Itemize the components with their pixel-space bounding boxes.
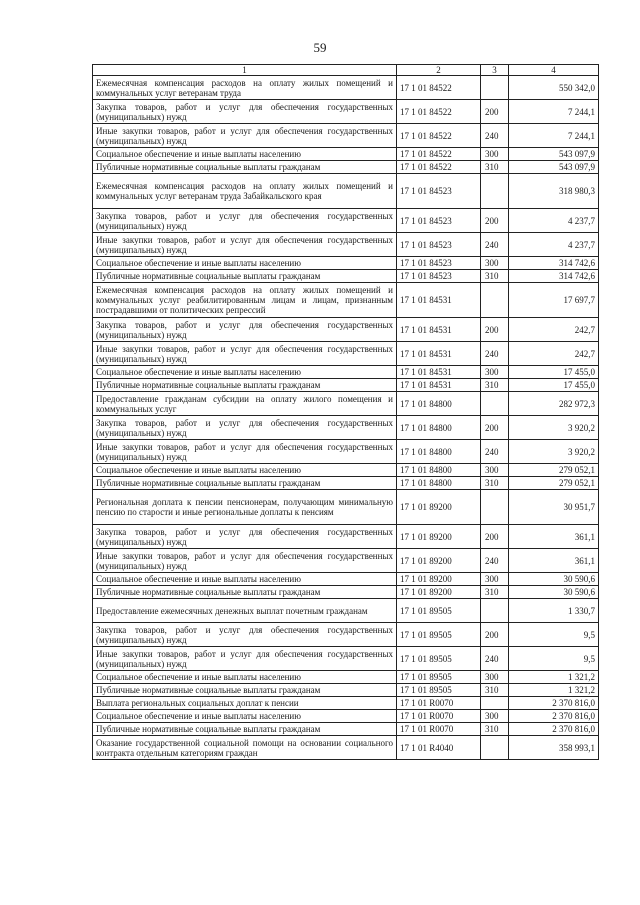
row-type-cell: 240 <box>481 440 509 464</box>
row-name-cell: Закупка товаров, работ и услуг для обеспечения государственных (муниципальных) нужд <box>93 623 397 647</box>
row-code-cell: 17 1 01 89505 <box>397 599 481 623</box>
row-code-cell: 17 1 01 84522 <box>397 76 481 100</box>
row-type-cell: 310 <box>481 586 509 599</box>
row-code-cell: 17 1 01 84523 <box>397 257 481 270</box>
row-sum-cell: 3 920,2 <box>509 440 599 464</box>
row-sum-cell: 17 455,0 <box>509 379 599 392</box>
row-type-cell: 240 <box>481 647 509 671</box>
row-code-cell: 17 1 01 84523 <box>397 270 481 283</box>
row-type-cell: 200 <box>481 525 509 549</box>
row-name-cell: Публичные нормативные социальные выплаты гражданам <box>93 161 397 174</box>
row-name-cell: Публичные нормативные социальные выплаты гражданам <box>93 477 397 490</box>
row-sum-cell: 9,5 <box>509 623 599 647</box>
row-name-cell: Ежемесячная компенсация расходов на оплату жилых помещений и коммунальных услуг реабилитированным лицам и лицам, признанным пострадавшими от политических репрессий <box>93 283 397 318</box>
table-row <box>93 124 599 148</box>
row-type-cell: 240 <box>481 124 509 148</box>
table-row <box>93 270 599 283</box>
row-name-cell: Социальное обеспечение и иные выплаты населению <box>93 671 397 684</box>
table-row <box>93 710 599 723</box>
row-name-cell: Публичные нормативные социальные выплаты гражданам <box>93 379 397 392</box>
row-code-cell: 17 1 01 84531 <box>397 366 481 379</box>
table-row <box>93 599 599 623</box>
row-code-cell: 17 1 01 89505 <box>397 684 481 697</box>
table-row <box>93 100 599 124</box>
row-name-cell: Закупка товаров, работ и услуг для обеспечения государственных (муниципальных) нужд <box>93 318 397 342</box>
page-number: 59 <box>313 40 327 55</box>
row-name-cell: Публичные нормативные социальные выплаты гражданам <box>93 723 397 736</box>
row-sum-cell: 318 980,3 <box>509 174 599 209</box>
row-name-cell: Выплата региональных социальных доплат к пенсии <box>93 697 397 710</box>
row-type-cell: 240 <box>481 549 509 573</box>
table-row <box>93 283 599 318</box>
row-sum-cell: 30 590,6 <box>509 586 599 599</box>
header-col-1: 1 <box>93 65 397 76</box>
row-code-cell: 17 1 01 89505 <box>397 671 481 684</box>
row-name-cell: Социальное обеспечение и иные выплаты населению <box>93 573 397 586</box>
row-type-cell: 200 <box>481 416 509 440</box>
row-name-cell: Социальное обеспечение и иные выплаты населению <box>93 366 397 379</box>
row-type-cell: 310 <box>481 723 509 736</box>
row-sum-cell: 7 244,1 <box>509 124 599 148</box>
row-type-cell: 300 <box>481 573 509 586</box>
row-code-cell: 17 1 01 84531 <box>397 283 481 318</box>
row-type-cell: 200 <box>481 623 509 647</box>
row-code-cell: 17 1 01 84800 <box>397 416 481 440</box>
header-col-4: 4 <box>509 65 599 76</box>
table-row <box>93 318 599 342</box>
row-code-cell: 17 1 01 84522 <box>397 148 481 161</box>
row-name-cell: Иные закупки товаров, работ и услуг для обеспечения государственных (муниципальных) нужд <box>93 233 397 257</box>
header-col-3: 3 <box>481 65 509 76</box>
row-type-cell: 300 <box>481 148 509 161</box>
table-row <box>93 366 599 379</box>
row-sum-cell: 543 097,9 <box>509 161 599 174</box>
row-type-cell: 300 <box>481 710 509 723</box>
table-row <box>93 573 599 586</box>
row-code-cell: 17 1 01 84523 <box>397 174 481 209</box>
table-row <box>93 490 599 525</box>
row-name-cell: Ежемесячная компенсация расходов на оплату жилых помещений и коммунальных услуг ветеранам труда Забайкальского края <box>93 174 397 209</box>
table-row <box>93 623 599 647</box>
row-sum-cell: 30 590,6 <box>509 573 599 586</box>
row-sum-cell: 2 370 816,0 <box>509 723 599 736</box>
row-name-cell: Иные закупки товаров, работ и услуг для обеспечения государственных (муниципальных) нужд <box>93 647 397 671</box>
table-row <box>93 209 599 233</box>
row-code-cell: 17 1 01 84531 <box>397 318 481 342</box>
row-code-cell: 17 1 01 R0070 <box>397 710 481 723</box>
row-name-cell: Иные закупки товаров, работ и услуг для обеспечения государственных (муниципальных) нужд <box>93 342 397 366</box>
row-code-cell: 17 1 01 89200 <box>397 490 481 525</box>
table-row <box>93 148 599 161</box>
row-sum-cell: 30 951,7 <box>509 490 599 525</box>
row-type-cell: 240 <box>481 342 509 366</box>
table-row <box>93 464 599 477</box>
table-row <box>93 76 599 100</box>
row-name-cell: Иные закупки товаров, работ и услуг для обеспечения государственных (муниципальных) нужд <box>93 549 397 573</box>
row-sum-cell: 279 052,1 <box>509 477 599 490</box>
row-sum-cell: 17 697,7 <box>509 283 599 318</box>
table-row <box>93 379 599 392</box>
row-code-cell: 17 1 01 R0070 <box>397 697 481 710</box>
row-code-cell: 17 1 01 84800 <box>397 464 481 477</box>
row-code-cell: 17 1 01 84531 <box>397 379 481 392</box>
row-name-cell: Иные закупки товаров, работ и услуг для обеспечения государственных (муниципальных) нужд <box>93 440 397 464</box>
row-sum-cell: 7 244,1 <box>509 100 599 124</box>
row-name-cell: Социальное обеспечение и иные выплаты населению <box>93 464 397 477</box>
row-code-cell: 17 1 01 R0070 <box>397 723 481 736</box>
row-type-cell <box>481 76 509 100</box>
row-sum-cell: 314 742,6 <box>509 257 599 270</box>
row-sum-cell: 9,5 <box>509 647 599 671</box>
row-type-cell: 300 <box>481 464 509 477</box>
table-row <box>93 525 599 549</box>
row-sum-cell: 242,7 <box>509 342 599 366</box>
table-row <box>93 342 599 366</box>
row-code-cell: 17 1 01 89200 <box>397 586 481 599</box>
row-sum-cell: 550 342,0 <box>509 76 599 100</box>
table-row <box>93 233 599 257</box>
row-name-cell: Социальное обеспечение и иные выплаты населению <box>93 257 397 270</box>
row-sum-cell: 314 742,6 <box>509 270 599 283</box>
budget-table <box>92 64 599 760</box>
row-sum-cell: 1 321,2 <box>509 684 599 697</box>
row-code-cell: 17 1 01 84800 <box>397 477 481 490</box>
row-code-cell: 17 1 01 84522 <box>397 100 481 124</box>
row-type-cell: 200 <box>481 100 509 124</box>
row-name-cell: Социальное обеспечение и иные выплаты населению <box>93 710 397 723</box>
row-type-cell: 310 <box>481 161 509 174</box>
table-row <box>93 257 599 270</box>
row-type-cell: 310 <box>481 379 509 392</box>
table-row <box>93 477 599 490</box>
row-type-cell: 300 <box>481 257 509 270</box>
row-type-cell <box>481 736 509 760</box>
row-name-cell: Публичные нормативные социальные выплаты гражданам <box>93 270 397 283</box>
row-sum-cell: 3 920,2 <box>509 416 599 440</box>
row-sum-cell: 1 330,7 <box>509 599 599 623</box>
row-code-cell: 17 1 01 84522 <box>397 161 481 174</box>
row-code-cell: 17 1 01 84522 <box>397 124 481 148</box>
row-type-cell: 310 <box>481 270 509 283</box>
row-type-cell: 200 <box>481 209 509 233</box>
row-name-cell: Оказание государственной социальной помощи на основании социального контракта отдельным категориям граждан <box>93 736 397 760</box>
row-sum-cell: 1 321,2 <box>509 671 599 684</box>
row-type-cell: 310 <box>481 477 509 490</box>
row-type-cell: 300 <box>481 671 509 684</box>
table-row <box>93 647 599 671</box>
row-name-cell: Социальное обеспечение и иные выплаты населению <box>93 148 397 161</box>
row-type-cell <box>481 174 509 209</box>
row-code-cell: 17 1 01 84800 <box>397 392 481 416</box>
row-type-cell <box>481 599 509 623</box>
table-row <box>93 723 599 736</box>
row-name-cell: Закупка товаров, работ и услуг для обеспечения государственных (муниципальных) нужд <box>93 209 397 233</box>
table-row <box>93 174 599 209</box>
header-col-2: 2 <box>397 65 481 76</box>
row-code-cell: 17 1 01 89505 <box>397 623 481 647</box>
row-sum-cell: 2 370 816,0 <box>509 697 599 710</box>
row-name-cell: Закупка товаров, работ и услуг для обеспечения государственных (муниципальных) нужд <box>93 525 397 549</box>
table-row <box>93 671 599 684</box>
row-sum-cell: 4 237,7 <box>509 233 599 257</box>
row-sum-cell: 361,1 <box>509 525 599 549</box>
row-sum-cell: 282 972,3 <box>509 392 599 416</box>
row-type-cell: 200 <box>481 318 509 342</box>
row-type-cell: 300 <box>481 366 509 379</box>
row-name-cell: Ежемесячная компенсация расходов на оплату жилых помещений и коммунальных услуг ветеранам труда <box>93 76 397 100</box>
row-sum-cell: 279 052,1 <box>509 464 599 477</box>
row-type-cell <box>481 490 509 525</box>
row-code-cell: 17 1 01 84531 <box>397 342 481 366</box>
row-code-cell: 17 1 01 R4040 <box>397 736 481 760</box>
row-sum-cell: 543 097,9 <box>509 148 599 161</box>
row-type-cell <box>481 392 509 416</box>
row-code-cell: 17 1 01 89200 <box>397 573 481 586</box>
row-sum-cell: 4 237,7 <box>509 209 599 233</box>
row-name-cell: Иные закупки товаров, работ и услуг для обеспечения государственных (муниципальных) нужд <box>93 124 397 148</box>
row-name-cell: Публичные нормативные социальные выплаты гражданам <box>93 586 397 599</box>
row-sum-cell: 17 455,0 <box>509 366 599 379</box>
table-row <box>93 697 599 710</box>
row-name-cell: Предоставление гражданам субсидии на оплату жилого помещения и коммунальных услуг <box>93 392 397 416</box>
row-code-cell: 17 1 01 84523 <box>397 233 481 257</box>
table-row <box>93 549 599 573</box>
row-sum-cell: 2 370 816,0 <box>509 710 599 723</box>
row-sum-cell: 358 993,1 <box>509 736 599 760</box>
row-code-cell: 17 1 01 89200 <box>397 525 481 549</box>
row-type-cell <box>481 697 509 710</box>
table-row <box>93 161 599 174</box>
row-name-cell: Публичные нормативные социальные выплаты гражданам <box>93 684 397 697</box>
row-type-cell <box>481 283 509 318</box>
row-sum-cell: 242,7 <box>509 318 599 342</box>
table-row <box>93 684 599 697</box>
row-name-cell: Закупка товаров, работ и услуг для обеспечения государственных (муниципальных) нужд <box>93 100 397 124</box>
row-code-cell: 17 1 01 89200 <box>397 549 481 573</box>
table-row <box>93 392 599 416</box>
table-row <box>93 736 599 760</box>
row-code-cell: 17 1 01 84800 <box>397 440 481 464</box>
row-code-cell: 17 1 01 84523 <box>397 209 481 233</box>
row-type-cell: 240 <box>481 233 509 257</box>
row-code-cell: 17 1 01 89505 <box>397 647 481 671</box>
row-type-cell: 310 <box>481 684 509 697</box>
row-name-cell: Предоставление ежемесячных денежных выплат почетным гражданам <box>93 599 397 623</box>
header-row <box>93 65 599 76</box>
table-row <box>93 440 599 464</box>
row-name-cell: Закупка товаров, работ и услуг для обеспечения государственных (муниципальных) нужд <box>93 416 397 440</box>
row-sum-cell: 361,1 <box>509 549 599 573</box>
table-row <box>93 416 599 440</box>
table-row <box>93 586 599 599</box>
row-name-cell: Региональная доплата к пенсии пенсионерам, получающим минимальную пенсию по старости и иные региональные доплаты к пенсиям <box>93 490 397 525</box>
